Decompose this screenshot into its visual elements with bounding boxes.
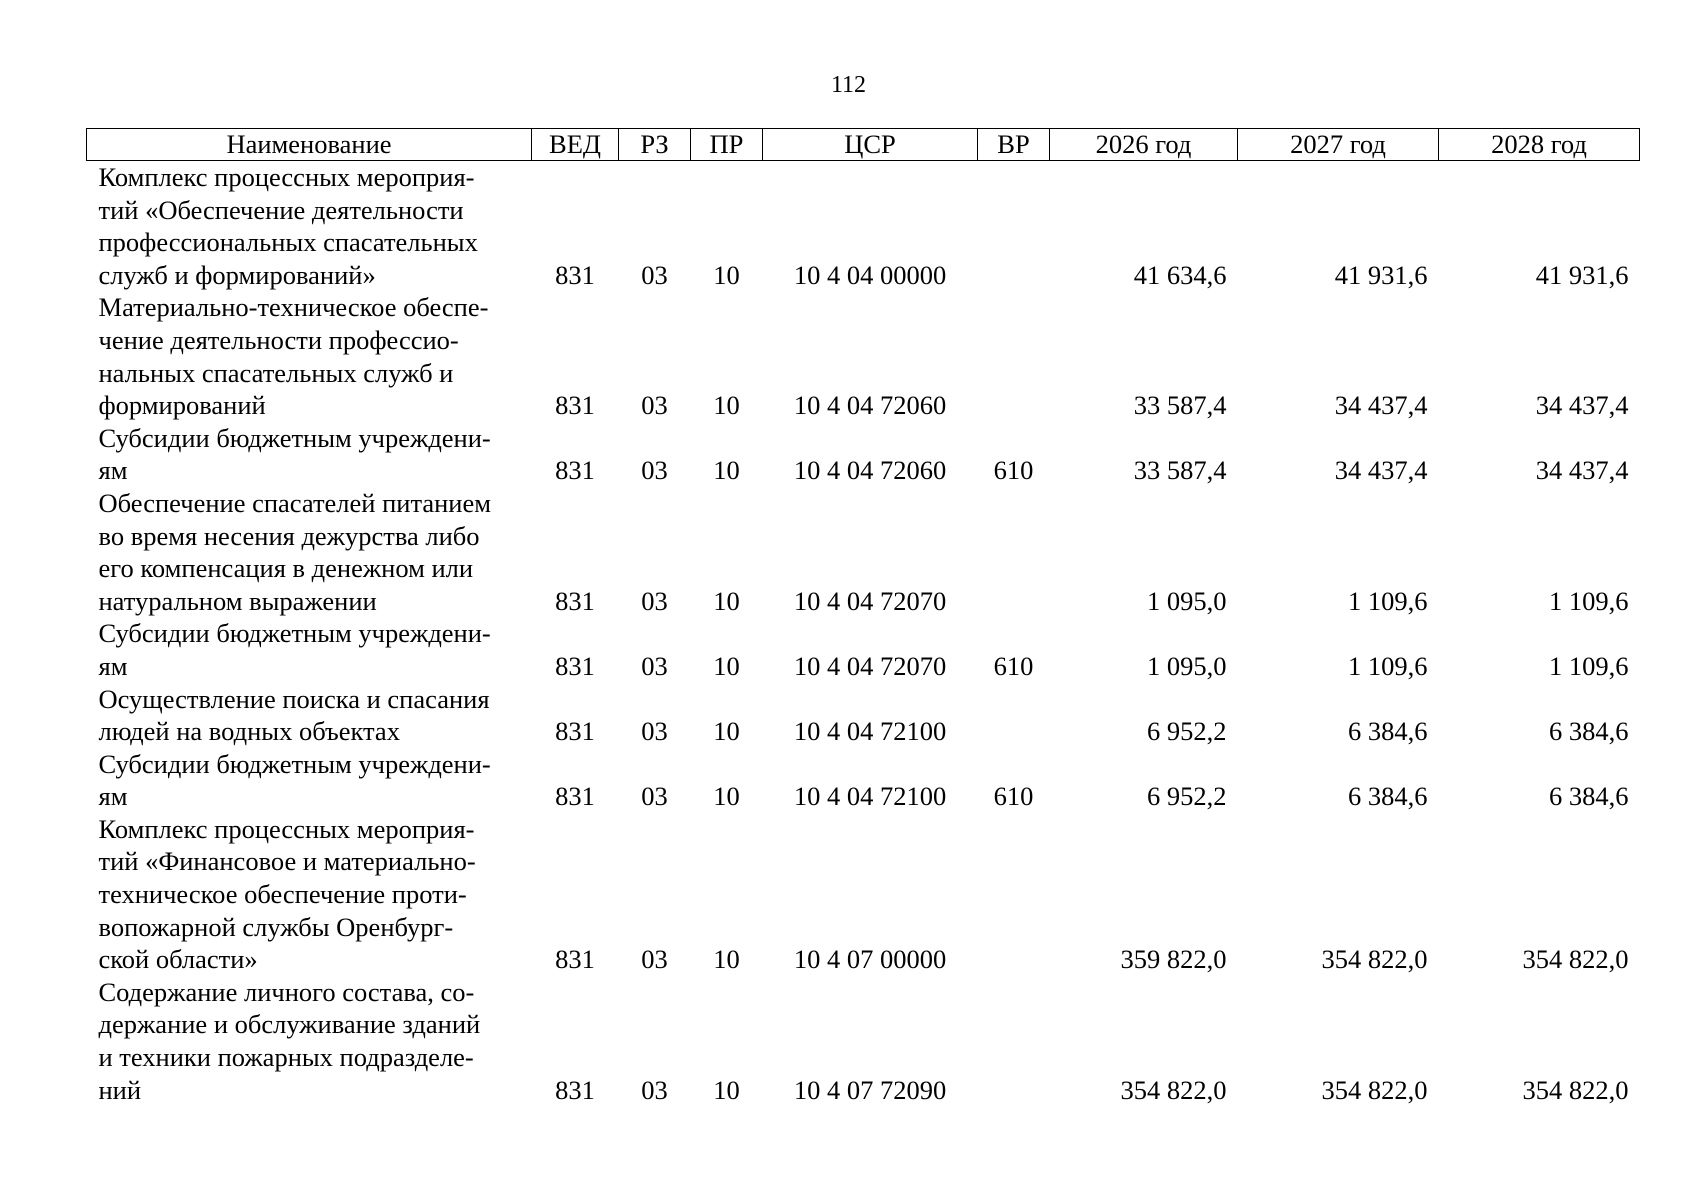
cell-csr: 10 4 04 72070 xyxy=(793,585,947,616)
cell-csr: 10 4 04 00000 xyxy=(793,259,947,290)
cell-ved: 831 xyxy=(555,259,595,290)
cell-year-2026: 33 587,4 xyxy=(1133,455,1227,486)
cell-vr xyxy=(978,976,1050,1106)
cell-year-2027: 354 822,0 xyxy=(1321,1074,1428,1105)
header-csr: ЦСР xyxy=(763,129,978,161)
header-year-2026: 2026 год xyxy=(1050,129,1238,161)
cell-year-2026: 1 095,0 xyxy=(1147,585,1227,616)
cell-year-2028: 6 384,6 xyxy=(1549,716,1629,747)
header-pr: ПР xyxy=(691,129,763,161)
cell-rz: 03 xyxy=(641,650,668,681)
header-rz: РЗ xyxy=(619,129,691,161)
header-year-2027: 2027 год xyxy=(1238,129,1439,161)
cell-name: Обеспечение спасателей питанием во время несения дежурства либо его компенсация в денежном или натуральном выражении xyxy=(98,487,492,616)
cell-csr: 10 4 04 72100 xyxy=(793,716,947,747)
cell-rz: 03 xyxy=(641,944,668,975)
cell-rz: 03 xyxy=(641,455,668,486)
table-row xyxy=(87,748,1640,813)
cell-year-2027: 354 822,0 xyxy=(1321,944,1428,975)
header-row xyxy=(87,129,1640,161)
cell-ved: 831 xyxy=(555,650,595,681)
cell-csr: 10 4 04 72100 xyxy=(793,781,947,812)
cell-vr: 610 xyxy=(993,455,1034,486)
cell-vr xyxy=(978,161,1050,292)
cell-pr: 10 xyxy=(713,585,740,616)
cell-year-2028: 354 822,0 xyxy=(1522,944,1629,975)
cell-name: Осуществление поиска и спасания людей на водных объектах xyxy=(98,683,490,747)
cell-name: Комплекс процессных мероприя- тий «Обеспечение деятельности профессиональных спасательных служб и формирований» xyxy=(98,162,478,290)
cell-vr xyxy=(978,683,1050,748)
cell-year-2027: 34 437,4 xyxy=(1334,455,1428,486)
cell-csr: 10 4 07 00000 xyxy=(793,944,947,975)
cell-vr: 610 xyxy=(993,650,1034,681)
cell-name: Комплекс процессных мероприя- тий «Финансовое и материально- техническое обеспечение проти- вопожарной службы Оренбург- ской области» xyxy=(98,813,476,975)
cell-ved: 831 xyxy=(555,716,595,747)
cell-pr: 10 xyxy=(713,781,740,812)
cell-csr: 10 4 04 72060 xyxy=(793,390,947,421)
cell-name: Содержание личного состава, со- держание и обслуживание зданий и техники пожарных подразделе- ний xyxy=(98,976,481,1105)
header-year-2028: 2028 год xyxy=(1439,129,1640,161)
cell-csr: 10 4 04 72070 xyxy=(793,650,947,681)
header-vr: ВР xyxy=(978,129,1050,161)
cell-pr: 10 xyxy=(713,1074,740,1105)
cell-ved: 831 xyxy=(555,781,595,812)
cell-year-2026: 33 587,4 xyxy=(1133,390,1227,421)
cell-rz: 03 xyxy=(641,716,668,747)
cell-vr xyxy=(978,813,1050,976)
cell-year-2028: 1 109,6 xyxy=(1549,585,1629,616)
cell-rz: 03 xyxy=(641,781,668,812)
cell-name: Субсидии бюджетным учреждени- ям xyxy=(98,618,491,681)
table-row xyxy=(87,976,1640,1106)
cell-name: Субсидии бюджетным учреждени- ям xyxy=(98,422,491,486)
cell-vr xyxy=(978,291,1050,421)
cell-year-2028: 1 109,6 xyxy=(1549,650,1629,681)
table-row xyxy=(87,617,1640,682)
cell-year-2027: 1 109,6 xyxy=(1348,650,1428,681)
cell-ved: 831 xyxy=(555,390,595,421)
cell-pr: 10 xyxy=(713,944,740,975)
cell-pr: 10 xyxy=(713,390,740,421)
cell-year-2027: 41 931,6 xyxy=(1334,259,1428,290)
cell-rz: 03 xyxy=(641,390,668,421)
cell-csr: 10 4 07 72090 xyxy=(793,1074,947,1105)
cell-year-2027: 1 109,6 xyxy=(1348,585,1428,616)
table-row xyxy=(87,422,1640,487)
table-header xyxy=(87,129,1640,161)
cell-year-2026: 6 952,2 xyxy=(1147,781,1227,812)
table-row xyxy=(87,161,1640,292)
cell-year-2028: 34 437,4 xyxy=(1535,390,1629,421)
cell-year-2026: 354 822,0 xyxy=(1120,1074,1227,1105)
table-row xyxy=(87,487,1640,617)
cell-ved: 831 xyxy=(555,1074,595,1105)
cell-year-2028: 354 822,0 xyxy=(1522,1074,1629,1105)
cell-csr: 10 4 04 72060 xyxy=(793,455,947,486)
cell-ved: 831 xyxy=(555,585,595,616)
budget-table xyxy=(86,128,1640,1106)
cell-rz: 03 xyxy=(641,585,668,616)
cell-pr: 10 xyxy=(713,259,740,290)
cell-year-2026: 6 952,2 xyxy=(1147,716,1227,747)
table-row xyxy=(87,683,1640,748)
table-row xyxy=(87,813,1640,976)
cell-name: Субсидии бюджетным учреждени- ям xyxy=(98,748,491,812)
cell-rz: 03 xyxy=(641,1074,668,1105)
header-ved: ВЕД xyxy=(532,129,619,161)
cell-ved: 831 xyxy=(555,455,595,486)
cell-pr: 10 xyxy=(713,650,740,681)
page-number: 112 xyxy=(830,72,867,98)
cell-year-2026: 1 095,0 xyxy=(1147,650,1227,681)
cell-year-2026: 359 822,0 xyxy=(1120,944,1227,975)
cell-ved: 831 xyxy=(555,944,595,975)
cell-name: Материально-техническое обеспе- чение деятельности профессио- нальных спасательных служб и формирований xyxy=(98,292,489,421)
cell-rz: 03 xyxy=(641,259,668,290)
cell-year-2028: 6 384,6 xyxy=(1549,781,1629,812)
cell-year-2027: 6 384,6 xyxy=(1348,781,1428,812)
cell-year-2028: 34 437,4 xyxy=(1535,455,1629,486)
cell-year-2027: 6 384,6 xyxy=(1348,716,1428,747)
table-row xyxy=(87,291,1640,421)
cell-vr xyxy=(978,487,1050,617)
cell-year-2026: 41 634,6 xyxy=(1133,259,1227,290)
cell-pr: 10 xyxy=(713,455,740,486)
cell-year-2028: 41 931,6 xyxy=(1535,259,1629,290)
cell-year-2027: 34 437,4 xyxy=(1334,390,1428,421)
cell-pr: 10 xyxy=(713,716,740,747)
header-name: Наименование xyxy=(87,129,532,161)
table-body xyxy=(87,161,1640,1107)
cell-vr: 610 xyxy=(993,781,1034,812)
